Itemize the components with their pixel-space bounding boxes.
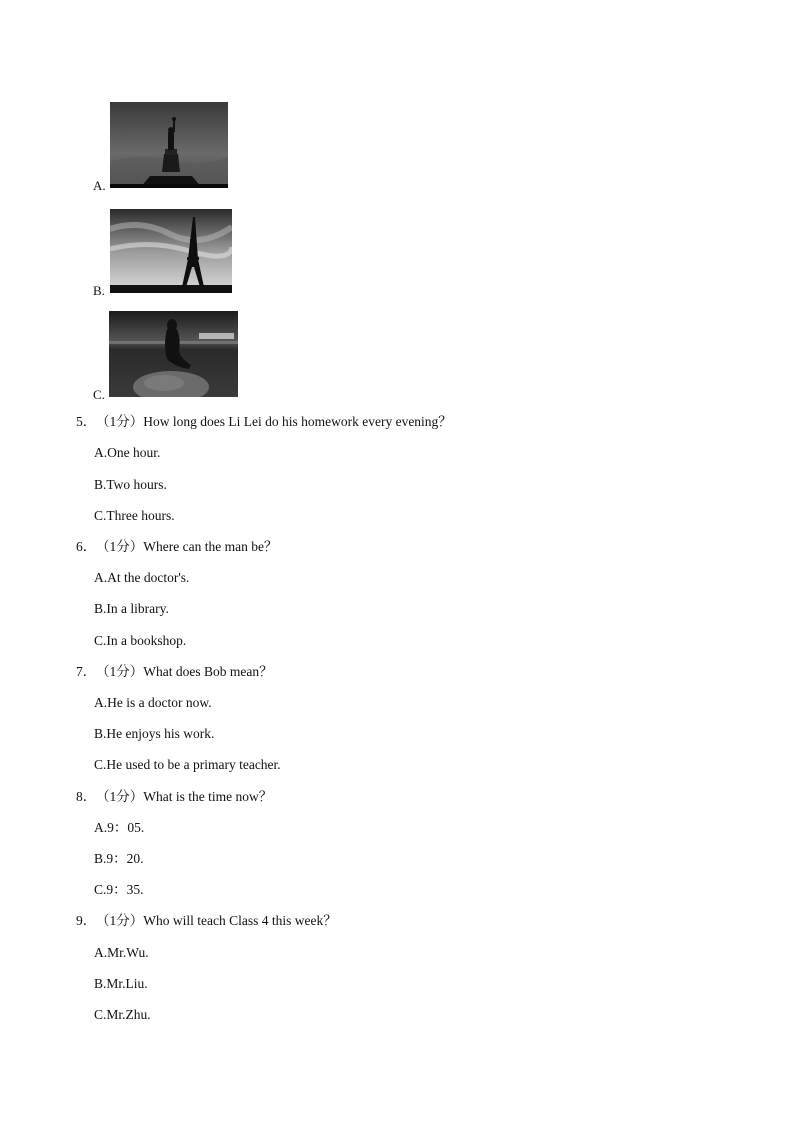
answer-option[interactable]: A.9：05. [94, 820, 145, 835]
question-9 [76, 913, 337, 929]
option-label: B. [93, 283, 105, 298]
question-7 [76, 664, 273, 680]
option-label: A. [93, 178, 106, 193]
question-5 [76, 414, 452, 430]
answer-option[interactable]: C.Three hours. [94, 508, 175, 523]
question-number: 5． [76, 414, 97, 429]
answer-option[interactable]: A.At the doctor's. [94, 570, 190, 585]
answer-option[interactable]: C.He used to be a primary teacher. [94, 757, 281, 772]
question-number: 8． [76, 789, 97, 804]
option-label: C. [93, 387, 105, 402]
answer-option[interactable]: B.Mr.Liu. [94, 976, 148, 991]
question-text: （1分）Where can the man be？ [96, 539, 278, 554]
answer-option[interactable]: A.Mr.Wu. [94, 945, 149, 960]
answer-option[interactable]: B.In a library. [94, 601, 169, 616]
little-mermaid-photo [109, 311, 238, 397]
question-text: （1分）What is the time now？ [96, 789, 273, 804]
question-text: （1分）What does Bob mean？ [96, 664, 273, 679]
question-text: （1分）How long does Li Lei do his homework every evening？ [96, 414, 452, 429]
answer-option[interactable]: C.Mr.Zhu. [94, 1007, 151, 1022]
question-6 [76, 539, 277, 555]
question-text: （1分）Who will teach Class 4 this week？ [96, 913, 337, 928]
answer-option[interactable]: C.In a bookshop. [94, 633, 187, 648]
answer-option[interactable]: A.He is a doctor now. [94, 695, 212, 710]
answer-option[interactable]: B.He enjoys his work. [94, 726, 215, 741]
question-8 [76, 789, 272, 805]
answer-option[interactable]: B.9：20. [94, 851, 144, 866]
statue-of-liberty-photo [110, 102, 228, 188]
answer-option[interactable]: A.One hour. [94, 445, 161, 460]
eiffel-tower-photo [110, 209, 232, 293]
answer-option[interactable]: C.9：35. [94, 882, 144, 897]
question-number: 7． [76, 664, 97, 679]
answer-option[interactable]: B.Two hours. [94, 477, 167, 492]
question-number: 6． [76, 539, 97, 554]
question-number: 9． [76, 913, 97, 928]
